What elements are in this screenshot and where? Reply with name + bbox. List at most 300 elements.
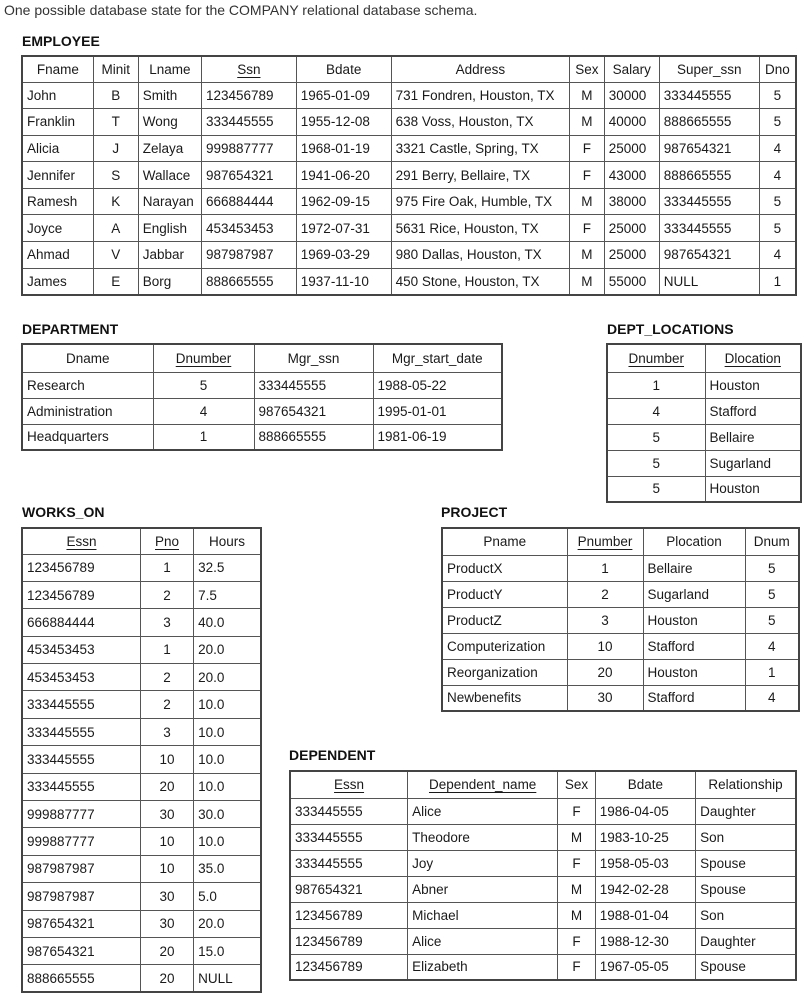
dependent-cell: Theodore <box>408 824 558 850</box>
department-cell: 333445555 <box>254 372 373 398</box>
dept-locations-cell: 4 <box>607 398 705 424</box>
employee-cell: 333445555 <box>659 188 759 215</box>
dependent-cell: F <box>558 954 596 980</box>
works-on-cell: 20.0 <box>194 910 261 937</box>
employee-col-fname: Fname <box>22 56 93 82</box>
dept-locations-row <box>607 424 801 450</box>
employee-cell: 55000 <box>604 268 659 295</box>
project-cell: 30 <box>567 685 643 711</box>
dependent-table <box>289 770 797 981</box>
dependent-col-dependent-name: Dependent_name <box>408 771 558 798</box>
dependent-cell: Spouse <box>696 850 796 876</box>
dependent-table-title: DEPENDENT <box>289 747 376 763</box>
project-row <box>442 607 799 633</box>
project-cell: ProductX <box>442 555 567 581</box>
dependent-cell: Michael <box>408 902 558 928</box>
employee-cell: 1965-01-09 <box>296 82 391 109</box>
works-on-col-hours: Hours <box>194 528 261 554</box>
works-on-row <box>22 883 261 910</box>
dependent-cell: 123456789 <box>290 902 408 928</box>
dependent-cell: 333445555 <box>290 824 408 850</box>
dept-locations-cell: Houston <box>705 372 801 398</box>
dependent-row <box>290 824 796 850</box>
works-on-cell: 2 <box>140 664 193 691</box>
dependent-cell: F <box>558 798 596 824</box>
employee-cell: F <box>570 135 605 162</box>
employee-cell: 1 <box>759 268 796 295</box>
works-on-row <box>22 718 261 745</box>
works-on-cell: 453453453 <box>22 664 140 691</box>
works-on-cell: 10 <box>140 746 193 773</box>
employee-cell: 30000 <box>604 82 659 109</box>
employee-row <box>22 135 796 162</box>
employee-row <box>22 109 796 136</box>
project-cell: Computerization <box>442 633 567 659</box>
works-on-cell: 10.0 <box>194 828 261 855</box>
employee-cell: M <box>570 82 605 109</box>
works-on-cell: 30 <box>140 910 193 937</box>
dept-locations-row <box>607 398 801 424</box>
dept-locations-row <box>607 372 801 398</box>
works-on-cell: 2 <box>140 691 193 718</box>
works-on-cell: 10.0 <box>194 718 261 745</box>
works-on-cell: 40.0 <box>194 609 261 636</box>
works-on-cell: 1 <box>140 554 193 581</box>
works-on-cell: 30.0 <box>194 801 261 828</box>
employee-cell: S <box>93 162 138 189</box>
works-on-cell: 333445555 <box>22 773 140 800</box>
dept-locations-row <box>607 450 801 476</box>
employee-cell: 888665555 <box>659 162 759 189</box>
employee-cell: 987654321 <box>659 135 759 162</box>
employee-col-sex: Sex <box>570 56 605 82</box>
project-cell: 5 <box>745 607 799 633</box>
project-cell: Houston <box>643 607 745 633</box>
dependent-row <box>290 928 796 954</box>
works-on-cell: 333445555 <box>22 718 140 745</box>
project-cell: 2 <box>567 581 643 607</box>
dept-locations-row <box>607 476 801 502</box>
dept-locations-table-title: DEPT_LOCATIONS <box>607 321 734 337</box>
employee-cell: Smith <box>138 82 201 109</box>
project-row <box>442 633 799 659</box>
project-col-pnumber: Pnumber <box>567 528 643 555</box>
employee-row <box>22 82 796 109</box>
dependent-cell: Alice <box>408 928 558 954</box>
department-cell: Research <box>22 372 153 398</box>
employee-row <box>22 242 796 269</box>
project-cell: 5 <box>745 581 799 607</box>
employee-row <box>22 268 796 295</box>
employee-cell: 3321 Castle, Spring, TX <box>391 135 569 162</box>
project-row <box>442 659 799 685</box>
dept-locations-cell: Bellaire <box>705 424 801 450</box>
dept-locations-cell: 5 <box>607 450 705 476</box>
figure-caption: One possible database state for the COMPANY relational database schema. <box>4 2 478 18</box>
dept-locations-cell: Stafford <box>705 398 801 424</box>
project-header-row <box>442 528 799 555</box>
dependent-col-bdate: Bdate <box>595 771 695 798</box>
employee-cell: 1969-03-29 <box>296 242 391 269</box>
project-cell: Newbenefits <box>442 685 567 711</box>
employee-cell: 4 <box>759 162 796 189</box>
employee-col-address: Address <box>391 56 569 82</box>
department-col-dname: Dname <box>22 344 153 372</box>
works-on-cell: 15.0 <box>194 937 261 964</box>
project-col-pname: Pname <box>442 528 567 555</box>
employee-cell: K <box>93 188 138 215</box>
project-table <box>441 527 800 712</box>
works-on-cell: 10.0 <box>194 691 261 718</box>
department-row <box>22 424 502 450</box>
works-on-row <box>22 581 261 608</box>
dept-locations-cell: 5 <box>607 476 705 502</box>
dependent-cell: M <box>558 902 596 928</box>
dependent-cell: M <box>558 876 596 902</box>
works-on-cell: 999887777 <box>22 828 140 855</box>
dept-locations-header-row <box>607 344 801 372</box>
works-on-cell: 7.5 <box>194 581 261 608</box>
employee-cell: 888665555 <box>659 109 759 136</box>
works-on-cell: 999887777 <box>22 801 140 828</box>
dependent-row <box>290 902 796 928</box>
employee-cell: 638 Voss, Houston, TX <box>391 109 569 136</box>
employee-cell: Wong <box>138 109 201 136</box>
works-on-cell: 2 <box>140 581 193 608</box>
dependent-cell: Daughter <box>696 798 796 824</box>
works-on-header-row <box>22 528 261 554</box>
works-on-row <box>22 855 261 882</box>
department-col-mgr-start-date: Mgr_start_date <box>373 344 502 372</box>
employee-cell: 450 Stone, Houston, TX <box>391 268 569 295</box>
employee-cell: Alicia <box>22 135 93 162</box>
project-row <box>442 685 799 711</box>
department-cell: 1995-01-01 <box>373 398 502 424</box>
dept-locations-table <box>606 343 802 503</box>
project-cell: Stafford <box>643 633 745 659</box>
project-cell: ProductY <box>442 581 567 607</box>
dependent-cell: 1986-04-05 <box>595 798 695 824</box>
dept-locations-cell: Sugarland <box>705 450 801 476</box>
works-on-table-title: WORKS_ON <box>22 504 105 520</box>
employee-cell: J <box>93 135 138 162</box>
works-on-col-pno: Pno <box>140 528 193 554</box>
dependent-cell: 333445555 <box>290 850 408 876</box>
employee-col-dno: Dno <box>759 56 796 82</box>
works-on-cell: 5.0 <box>194 883 261 910</box>
employee-cell: Jennifer <box>22 162 93 189</box>
department-cell: 1981-06-19 <box>373 424 502 450</box>
employee-cell: F <box>570 215 605 242</box>
works-on-col-essn: Essn <box>22 528 140 554</box>
employee-cell: 291 Berry, Bellaire, TX <box>391 162 569 189</box>
employee-cell: 987987987 <box>201 242 296 269</box>
employee-cell: M <box>570 242 605 269</box>
dependent-cell: Spouse <box>696 954 796 980</box>
employee-cell: NULL <box>659 268 759 295</box>
project-cell: Houston <box>643 659 745 685</box>
employee-cell: B <box>93 82 138 109</box>
employee-cell: 333445555 <box>659 82 759 109</box>
department-col-dnumber: Dnumber <box>153 344 254 372</box>
employee-cell: 5631 Rice, Houston, TX <box>391 215 569 242</box>
works-on-row <box>22 664 261 691</box>
employee-cell: 123456789 <box>201 82 296 109</box>
dependent-cell: M <box>558 824 596 850</box>
works-on-row <box>22 554 261 581</box>
project-col-dnum: Dnum <box>745 528 799 555</box>
employee-cell: 25000 <box>604 242 659 269</box>
employee-cell: 4 <box>759 135 796 162</box>
works-on-cell: 333445555 <box>22 746 140 773</box>
dependent-col-relationship: Relationship <box>696 771 796 798</box>
employee-cell: Ahmad <box>22 242 93 269</box>
works-on-row <box>22 965 261 992</box>
works-on-cell: 888665555 <box>22 965 140 992</box>
dependent-cell: F <box>558 850 596 876</box>
employee-col-minit: Minit <box>93 56 138 82</box>
dept-locations-cell: 1 <box>607 372 705 398</box>
employee-cell: 4 <box>759 242 796 269</box>
dependent-cell: Son <box>696 824 796 850</box>
works-on-cell: 123456789 <box>22 554 140 581</box>
project-cell: 1 <box>567 555 643 581</box>
project-table-title: PROJECT <box>441 504 508 520</box>
works-on-cell: 987987987 <box>22 855 140 882</box>
department-cell: Headquarters <box>22 424 153 450</box>
works-on-cell: NULL <box>194 965 261 992</box>
employee-cell: 987654321 <box>201 162 296 189</box>
employee-cell: Zelaya <box>138 135 201 162</box>
works-on-cell: 20 <box>140 773 193 800</box>
employee-cell: F <box>570 162 605 189</box>
works-on-cell: 20.0 <box>194 664 261 691</box>
employee-cell: John <box>22 82 93 109</box>
works-on-cell: 10 <box>140 828 193 855</box>
employee-cell: 5 <box>759 215 796 242</box>
project-cell: 5 <box>745 555 799 581</box>
dependent-cell: 123456789 <box>290 928 408 954</box>
dependent-header-row <box>290 771 796 798</box>
employee-col-super-ssn: Super_ssn <box>659 56 759 82</box>
employee-col-salary: Salary <box>604 56 659 82</box>
employee-cell: 731 Fondren, Houston, TX <box>391 82 569 109</box>
dept-locations-col-dlocation: Dlocation <box>705 344 801 372</box>
works-on-cell: 32.5 <box>194 554 261 581</box>
dept-locations-cell: Houston <box>705 476 801 502</box>
employee-cell: V <box>93 242 138 269</box>
department-cell: Administration <box>22 398 153 424</box>
works-on-row <box>22 691 261 718</box>
department-cell: 1988-05-22 <box>373 372 502 398</box>
dependent-cell: 123456789 <box>290 954 408 980</box>
works-on-cell: 30 <box>140 801 193 828</box>
employee-row <box>22 188 796 215</box>
project-row <box>442 555 799 581</box>
employee-cell: 666884444 <box>201 188 296 215</box>
dependent-cell: 1967-05-05 <box>595 954 695 980</box>
works-on-cell: 333445555 <box>22 691 140 718</box>
department-cell: 4 <box>153 398 254 424</box>
dependent-row <box>290 850 796 876</box>
works-on-cell: 35.0 <box>194 855 261 882</box>
works-on-cell: 666884444 <box>22 609 140 636</box>
dependent-row <box>290 954 796 980</box>
works-on-row <box>22 609 261 636</box>
project-cell: 4 <box>745 685 799 711</box>
employee-cell: 987654321 <box>659 242 759 269</box>
department-header-row <box>22 344 502 372</box>
employee-col-lname: Lname <box>138 56 201 82</box>
employee-cell: Ramesh <box>22 188 93 215</box>
dependent-cell: 987654321 <box>290 876 408 902</box>
project-cell: 4 <box>745 633 799 659</box>
works-on-cell: 3 <box>140 718 193 745</box>
works-on-cell: 987654321 <box>22 910 140 937</box>
employee-cell: 5 <box>759 82 796 109</box>
works-on-cell: 453453453 <box>22 636 140 663</box>
works-on-row <box>22 801 261 828</box>
project-col-plocation: Plocation <box>643 528 745 555</box>
project-cell: 20 <box>567 659 643 685</box>
dependent-cell: Daughter <box>696 928 796 954</box>
employee-cell: 40000 <box>604 109 659 136</box>
department-table <box>21 343 503 451</box>
dependent-cell: 1988-01-04 <box>595 902 695 928</box>
dependent-cell: Spouse <box>696 876 796 902</box>
employee-cell: 999887777 <box>201 135 296 162</box>
employee-cell: Borg <box>138 268 201 295</box>
project-cell: Reorganization <box>442 659 567 685</box>
works-on-cell: 30 <box>140 883 193 910</box>
dependent-cell: Joy <box>408 850 558 876</box>
employee-cell: 1972-07-31 <box>296 215 391 242</box>
employee-cell: 333445555 <box>659 215 759 242</box>
works-on-row <box>22 773 261 800</box>
employee-table-title: EMPLOYEE <box>22 33 100 49</box>
employee-cell: James <box>22 268 93 295</box>
works-on-row <box>22 937 261 964</box>
works-on-cell: 20 <box>140 937 193 964</box>
department-col-mgr-ssn: Mgr_ssn <box>254 344 373 372</box>
dependent-cell: Alice <box>408 798 558 824</box>
works-on-row <box>22 636 261 663</box>
employee-cell: 1941-06-20 <box>296 162 391 189</box>
employee-row <box>22 215 796 242</box>
employee-cell: 980 Dallas, Houston, TX <box>391 242 569 269</box>
project-cell: Bellaire <box>643 555 745 581</box>
employee-cell: 888665555 <box>201 268 296 295</box>
dependent-cell: 333445555 <box>290 798 408 824</box>
employee-cell: 975 Fire Oak, Humble, TX <box>391 188 569 215</box>
employee-cell: 453453453 <box>201 215 296 242</box>
works-on-row <box>22 746 261 773</box>
employee-row <box>22 162 796 189</box>
employee-cell: Franklin <box>22 109 93 136</box>
employee-col-bdate: Bdate <box>296 56 391 82</box>
works-on-cell: 987654321 <box>22 937 140 964</box>
employee-cell: M <box>570 188 605 215</box>
employee-cell: Wallace <box>138 162 201 189</box>
dept-locations-col-dnumber: Dnumber <box>607 344 705 372</box>
employee-col-ssn: Ssn <box>201 56 296 82</box>
project-row <box>442 581 799 607</box>
employee-cell: 1937-11-10 <box>296 268 391 295</box>
department-cell: 987654321 <box>254 398 373 424</box>
employee-cell: T <box>93 109 138 136</box>
works-on-cell: 10.0 <box>194 773 261 800</box>
project-cell: 10 <box>567 633 643 659</box>
works-on-cell: 20 <box>140 965 193 992</box>
works-on-table <box>21 527 262 993</box>
employee-cell: M <box>570 109 605 136</box>
works-on-cell: 20.0 <box>194 636 261 663</box>
employee-cell: 1968-01-19 <box>296 135 391 162</box>
employee-cell: A <box>93 215 138 242</box>
dependent-cell: F <box>558 928 596 954</box>
works-on-cell: 987987987 <box>22 883 140 910</box>
dependent-cell: Elizabeth <box>408 954 558 980</box>
works-on-cell: 123456789 <box>22 581 140 608</box>
department-cell: 5 <box>153 372 254 398</box>
department-row <box>22 372 502 398</box>
employee-table <box>21 55 797 296</box>
department-cell: 888665555 <box>254 424 373 450</box>
dependent-cell: 1958-05-03 <box>595 850 695 876</box>
employee-header-row <box>22 56 796 82</box>
project-cell: Stafford <box>643 685 745 711</box>
employee-cell: 5 <box>759 188 796 215</box>
employee-cell: E <box>93 268 138 295</box>
project-cell: 1 <box>745 659 799 685</box>
department-cell: 1 <box>153 424 254 450</box>
dependent-row <box>290 798 796 824</box>
works-on-cell: 1 <box>140 636 193 663</box>
works-on-row <box>22 910 261 937</box>
employee-cell: Narayan <box>138 188 201 215</box>
employee-cell: 333445555 <box>201 109 296 136</box>
department-table-title: DEPARTMENT <box>22 321 119 337</box>
project-cell: 3 <box>567 607 643 633</box>
employee-cell: 1955-12-08 <box>296 109 391 136</box>
dependent-cell: 1988-12-30 <box>595 928 695 954</box>
project-cell: ProductZ <box>442 607 567 633</box>
dependent-col-sex: Sex <box>558 771 596 798</box>
employee-cell: M <box>570 268 605 295</box>
employee-cell: 38000 <box>604 188 659 215</box>
department-row <box>22 398 502 424</box>
works-on-row <box>22 828 261 855</box>
dependent-cell: 1983-10-25 <box>595 824 695 850</box>
works-on-cell: 10 <box>140 855 193 882</box>
dependent-cell: 1942-02-28 <box>595 876 695 902</box>
employee-cell: Joyce <box>22 215 93 242</box>
employee-cell: Jabbar <box>138 242 201 269</box>
dependent-cell: Son <box>696 902 796 928</box>
dept-locations-cell: 5 <box>607 424 705 450</box>
employee-cell: 25000 <box>604 135 659 162</box>
dependent-col-essn: Essn <box>290 771 408 798</box>
project-cell: Sugarland <box>643 581 745 607</box>
employee-cell: English <box>138 215 201 242</box>
works-on-cell: 3 <box>140 609 193 636</box>
dependent-row <box>290 876 796 902</box>
employee-cell: 5 <box>759 109 796 136</box>
employee-cell: 1962-09-15 <box>296 188 391 215</box>
dependent-cell: Abner <box>408 876 558 902</box>
employee-cell: 43000 <box>604 162 659 189</box>
works-on-cell: 10.0 <box>194 746 261 773</box>
